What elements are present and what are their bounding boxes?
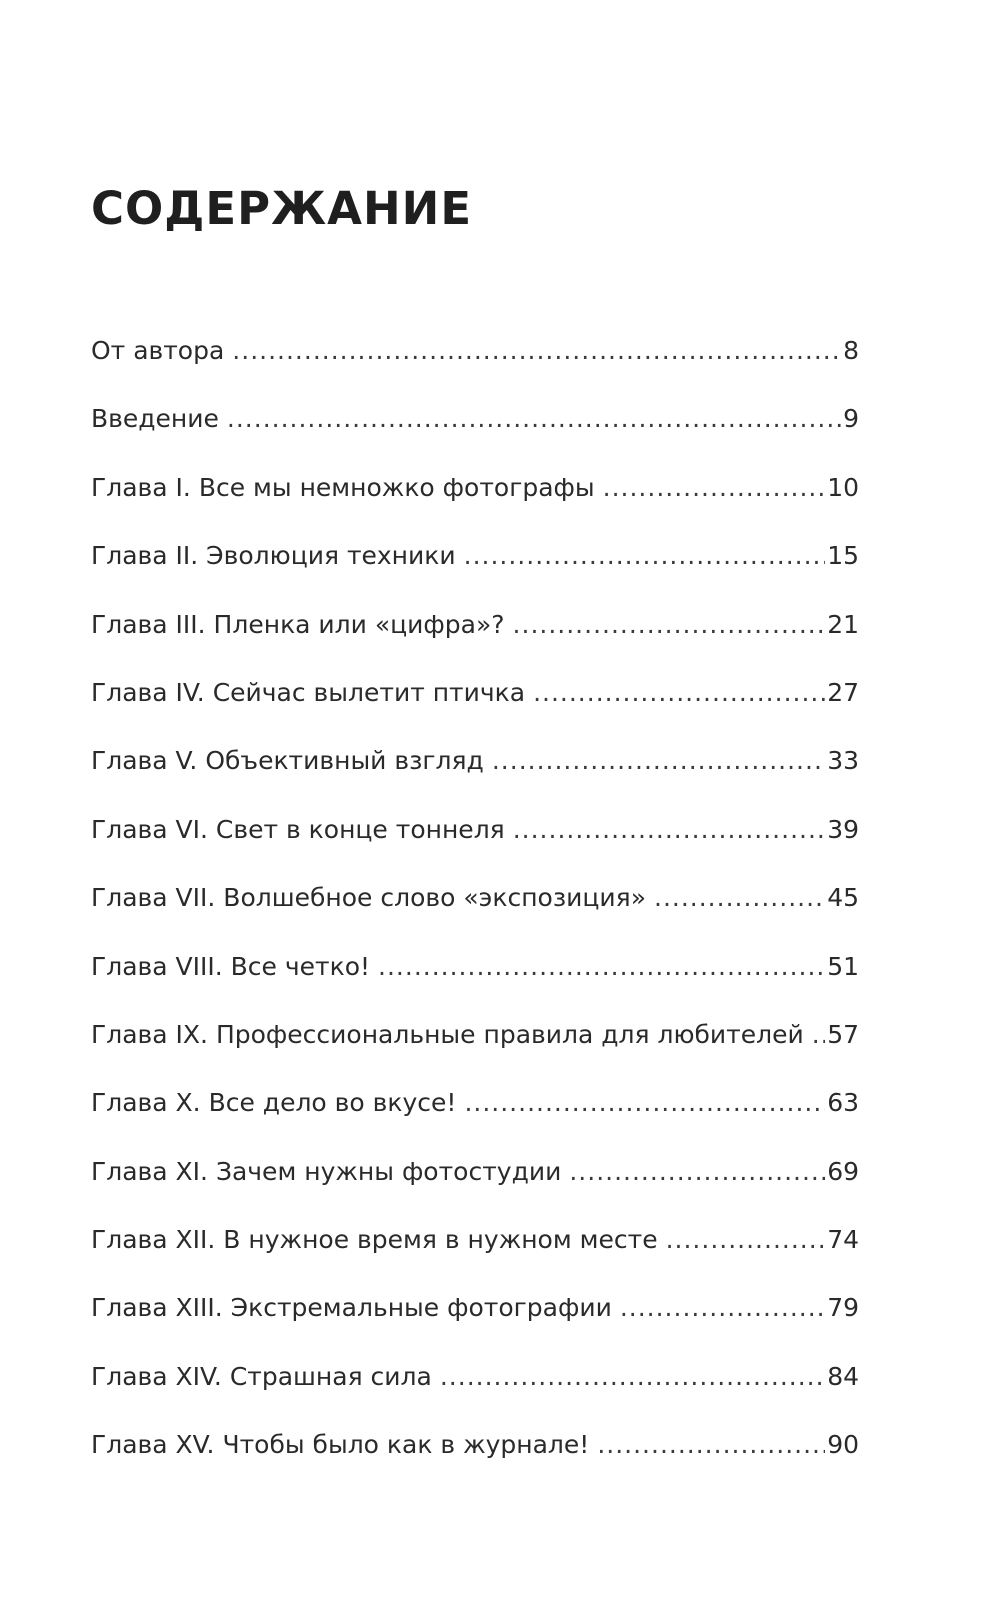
toc-entry-title: Глава XI. Зачем нужны фотостудии xyxy=(91,1156,562,1186)
toc-dot-leader xyxy=(569,1157,825,1187)
toc-entry-page: 9 xyxy=(843,404,859,434)
toc-entry-page: 51 xyxy=(827,951,859,981)
toc-entry xyxy=(91,815,859,883)
toc-entry xyxy=(91,1225,859,1293)
toc-entry-page: 39 xyxy=(827,814,859,844)
toc-dot-leader xyxy=(464,541,826,571)
toc-entry-page: 33 xyxy=(827,746,859,776)
toc-dot-leader xyxy=(227,404,841,434)
toc-dot-leader xyxy=(440,1362,825,1392)
toc-entry xyxy=(91,746,859,814)
toc-entry-title: Глава XIII. Экстремальные фотографии xyxy=(91,1293,612,1323)
toc-entry-title: Глава IX. Профессиональные правила для любителей xyxy=(91,1019,804,1049)
table-of-contents xyxy=(91,336,859,1499)
toc-dot-leader xyxy=(533,678,825,708)
toc-entry-page: 90 xyxy=(827,1430,859,1460)
toc-entry-title: Глава VII. Волшебное слово «экспозиция» xyxy=(91,883,646,913)
toc-entry-title: Глава VI. Свет в конце тоннеля xyxy=(91,814,505,844)
toc-entry xyxy=(91,473,859,541)
toc-entry-title: Глава XIV. Страшная сила xyxy=(91,1361,432,1391)
toc-entry-title: Глава IV. Сейчас вылетит птичка xyxy=(91,677,526,707)
toc-entry-page: 27 xyxy=(827,677,859,707)
toc-entry-page: 57 xyxy=(827,1019,859,1049)
toc-entry xyxy=(91,883,859,951)
toc-entry-page: 79 xyxy=(827,1293,859,1323)
page-title: СОДЕРЖАНИЕ xyxy=(91,182,473,235)
toc-entry-page: 45 xyxy=(827,883,859,913)
toc-entry-page: 21 xyxy=(827,609,859,639)
toc-entry xyxy=(91,678,859,746)
toc-dot-leader xyxy=(513,815,825,845)
toc-entry-title: Глава V. Объективный взгляд xyxy=(91,746,484,776)
toc-entry xyxy=(91,610,859,678)
toc-entry xyxy=(91,541,859,609)
toc-entry-title: Глава X. Все дело во вкусе! xyxy=(91,1088,457,1118)
toc-dot-leader xyxy=(513,610,826,640)
toc-entry-title: От автора xyxy=(91,336,225,365)
toc-entry xyxy=(91,1020,859,1088)
toc-entry-page: 74 xyxy=(827,1225,859,1255)
toc-dot-leader xyxy=(812,1020,825,1050)
toc-entry-page: 84 xyxy=(827,1361,859,1391)
toc-dot-leader xyxy=(654,883,825,913)
toc-entry-title: Глава XII. В нужное время в нужном месте xyxy=(91,1225,658,1255)
toc-entry xyxy=(91,1430,859,1498)
toc-dot-leader xyxy=(666,1225,826,1255)
toc-dot-leader xyxy=(378,952,825,982)
toc-entry-title: Глава XV. Чтобы было как в журнале! xyxy=(91,1430,590,1460)
toc-entry xyxy=(91,952,859,1020)
toc-entry-page: 15 xyxy=(827,541,859,571)
toc-entry-page: 10 xyxy=(827,472,859,502)
toc-entry-title: Глава III. Пленка или «цифра»? xyxy=(91,609,505,639)
toc-entry xyxy=(91,1088,859,1156)
toc-dot-leader xyxy=(464,1088,825,1118)
toc-entry-page: 69 xyxy=(827,1156,859,1186)
toc-dot-leader xyxy=(232,336,841,366)
toc-entry xyxy=(91,404,859,472)
toc-entry-title: Глава I. Все мы немножко фотографы xyxy=(91,472,595,502)
toc-dot-leader xyxy=(603,473,826,503)
toc-dot-leader xyxy=(492,746,825,776)
toc-dot-leader xyxy=(597,1430,825,1460)
toc-entry-title: Глава VIII. Все четко! xyxy=(91,951,371,981)
toc-entry-title: Введение xyxy=(91,404,219,434)
toc-entry-page: 63 xyxy=(827,1088,859,1118)
toc-entry xyxy=(91,1293,859,1361)
toc-entry xyxy=(91,1362,859,1430)
toc-dot-leader xyxy=(620,1293,825,1323)
toc-entry-title: Глава II. Эволюция техники xyxy=(91,541,456,571)
toc-entry-page: 8 xyxy=(843,336,859,365)
toc-entry xyxy=(91,1157,859,1225)
toc-entry xyxy=(91,336,859,404)
